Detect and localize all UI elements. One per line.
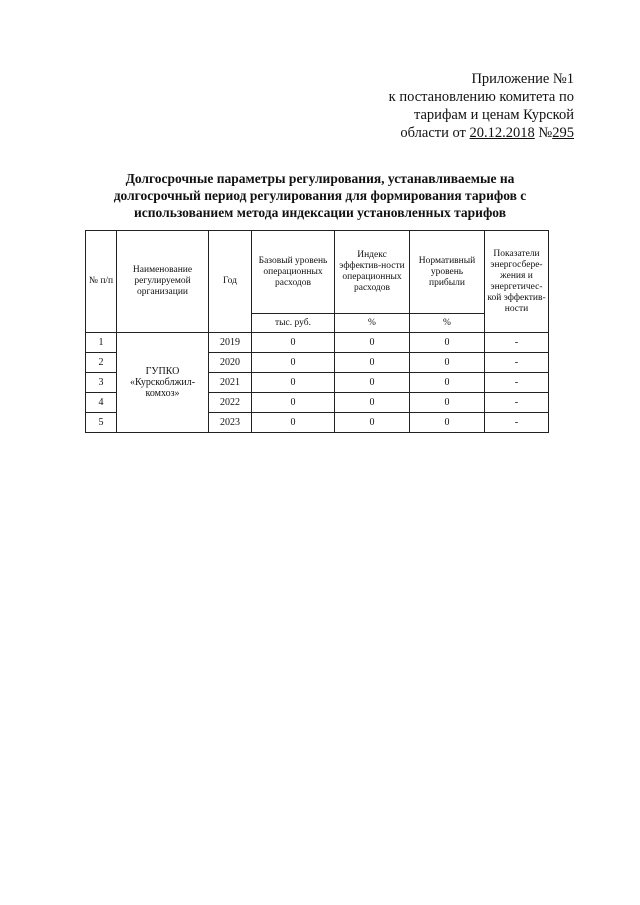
row-energy: - [485,413,549,433]
parameters-table [85,230,549,433]
row-energy: - [485,353,549,373]
row-year: 2022 [209,393,252,413]
row-base: 0 [252,413,335,433]
row-profit: 0 [410,413,485,433]
row-base: 0 [252,333,335,353]
header-organization: Наименование регулируемой организации [117,231,209,333]
title-line: использованием метода индексации установленных тарифов [134,205,506,220]
row-base: 0 [252,373,335,393]
row-energy: - [485,373,549,393]
row-number: 4 [86,393,117,413]
annex-line: тарифам и ценам Курской [413,107,574,123]
row-year: 2023 [209,413,252,433]
title-line: долгосрочный период регулирования для формирования тарифов с [113,188,527,203]
row-energy: - [485,333,549,353]
row-number: 5 [86,413,117,433]
row-year: 2019 [209,333,252,353]
row-energy: - [485,393,549,413]
header-profit-level: Нормативный уровень прибыли [410,231,485,314]
unit-profit: % [410,314,485,333]
annex-header [344,70,574,142]
annex-date-prefix: области от [400,125,470,141]
row-year: 2021 [209,373,252,393]
row-index: 0 [335,373,410,393]
resolution-date: 20.12.2018 [469,125,535,141]
annex-date-line [344,124,574,142]
row-profit: 0 [410,373,485,393]
row-index: 0 [335,353,410,373]
row-base: 0 [252,353,335,373]
annex-line: к постановлению комитета по [388,89,574,105]
row-year: 2020 [209,353,252,373]
header-efficiency-index: Индекс эффектив-ности операционных расходов [335,231,410,314]
unit-base: тыс. руб. [252,314,335,333]
title-line: Долгосрочные параметры регулирования, устанавливаемые на [125,171,515,186]
resolution-number: 295 [552,125,574,141]
row-number: 1 [86,333,117,353]
header-energy-indicators: Показатели энергосбере-жения и энергетичес-кой эффектив-ности [485,231,549,333]
number-prefix: № [534,125,553,141]
table-row [86,333,549,353]
header-year: Год [209,231,252,333]
row-base: 0 [252,393,335,413]
header-row [86,231,549,314]
organization-name: ГУПКО «Курскоблжил-комхоз» [117,333,209,433]
row-profit: 0 [410,393,485,413]
row-index: 0 [335,393,410,413]
row-profit: 0 [410,333,485,353]
unit-index: % [335,314,410,333]
document-title [80,170,560,221]
header-number: № п/п [86,231,117,333]
row-profit: 0 [410,353,485,373]
row-number: 3 [86,373,117,393]
row-index: 0 [335,333,410,353]
header-base-level: Базовый уровень операционных расходов [252,231,335,314]
row-number: 2 [86,353,117,373]
row-index: 0 [335,413,410,433]
annex-title: Приложение №1 [471,71,574,87]
